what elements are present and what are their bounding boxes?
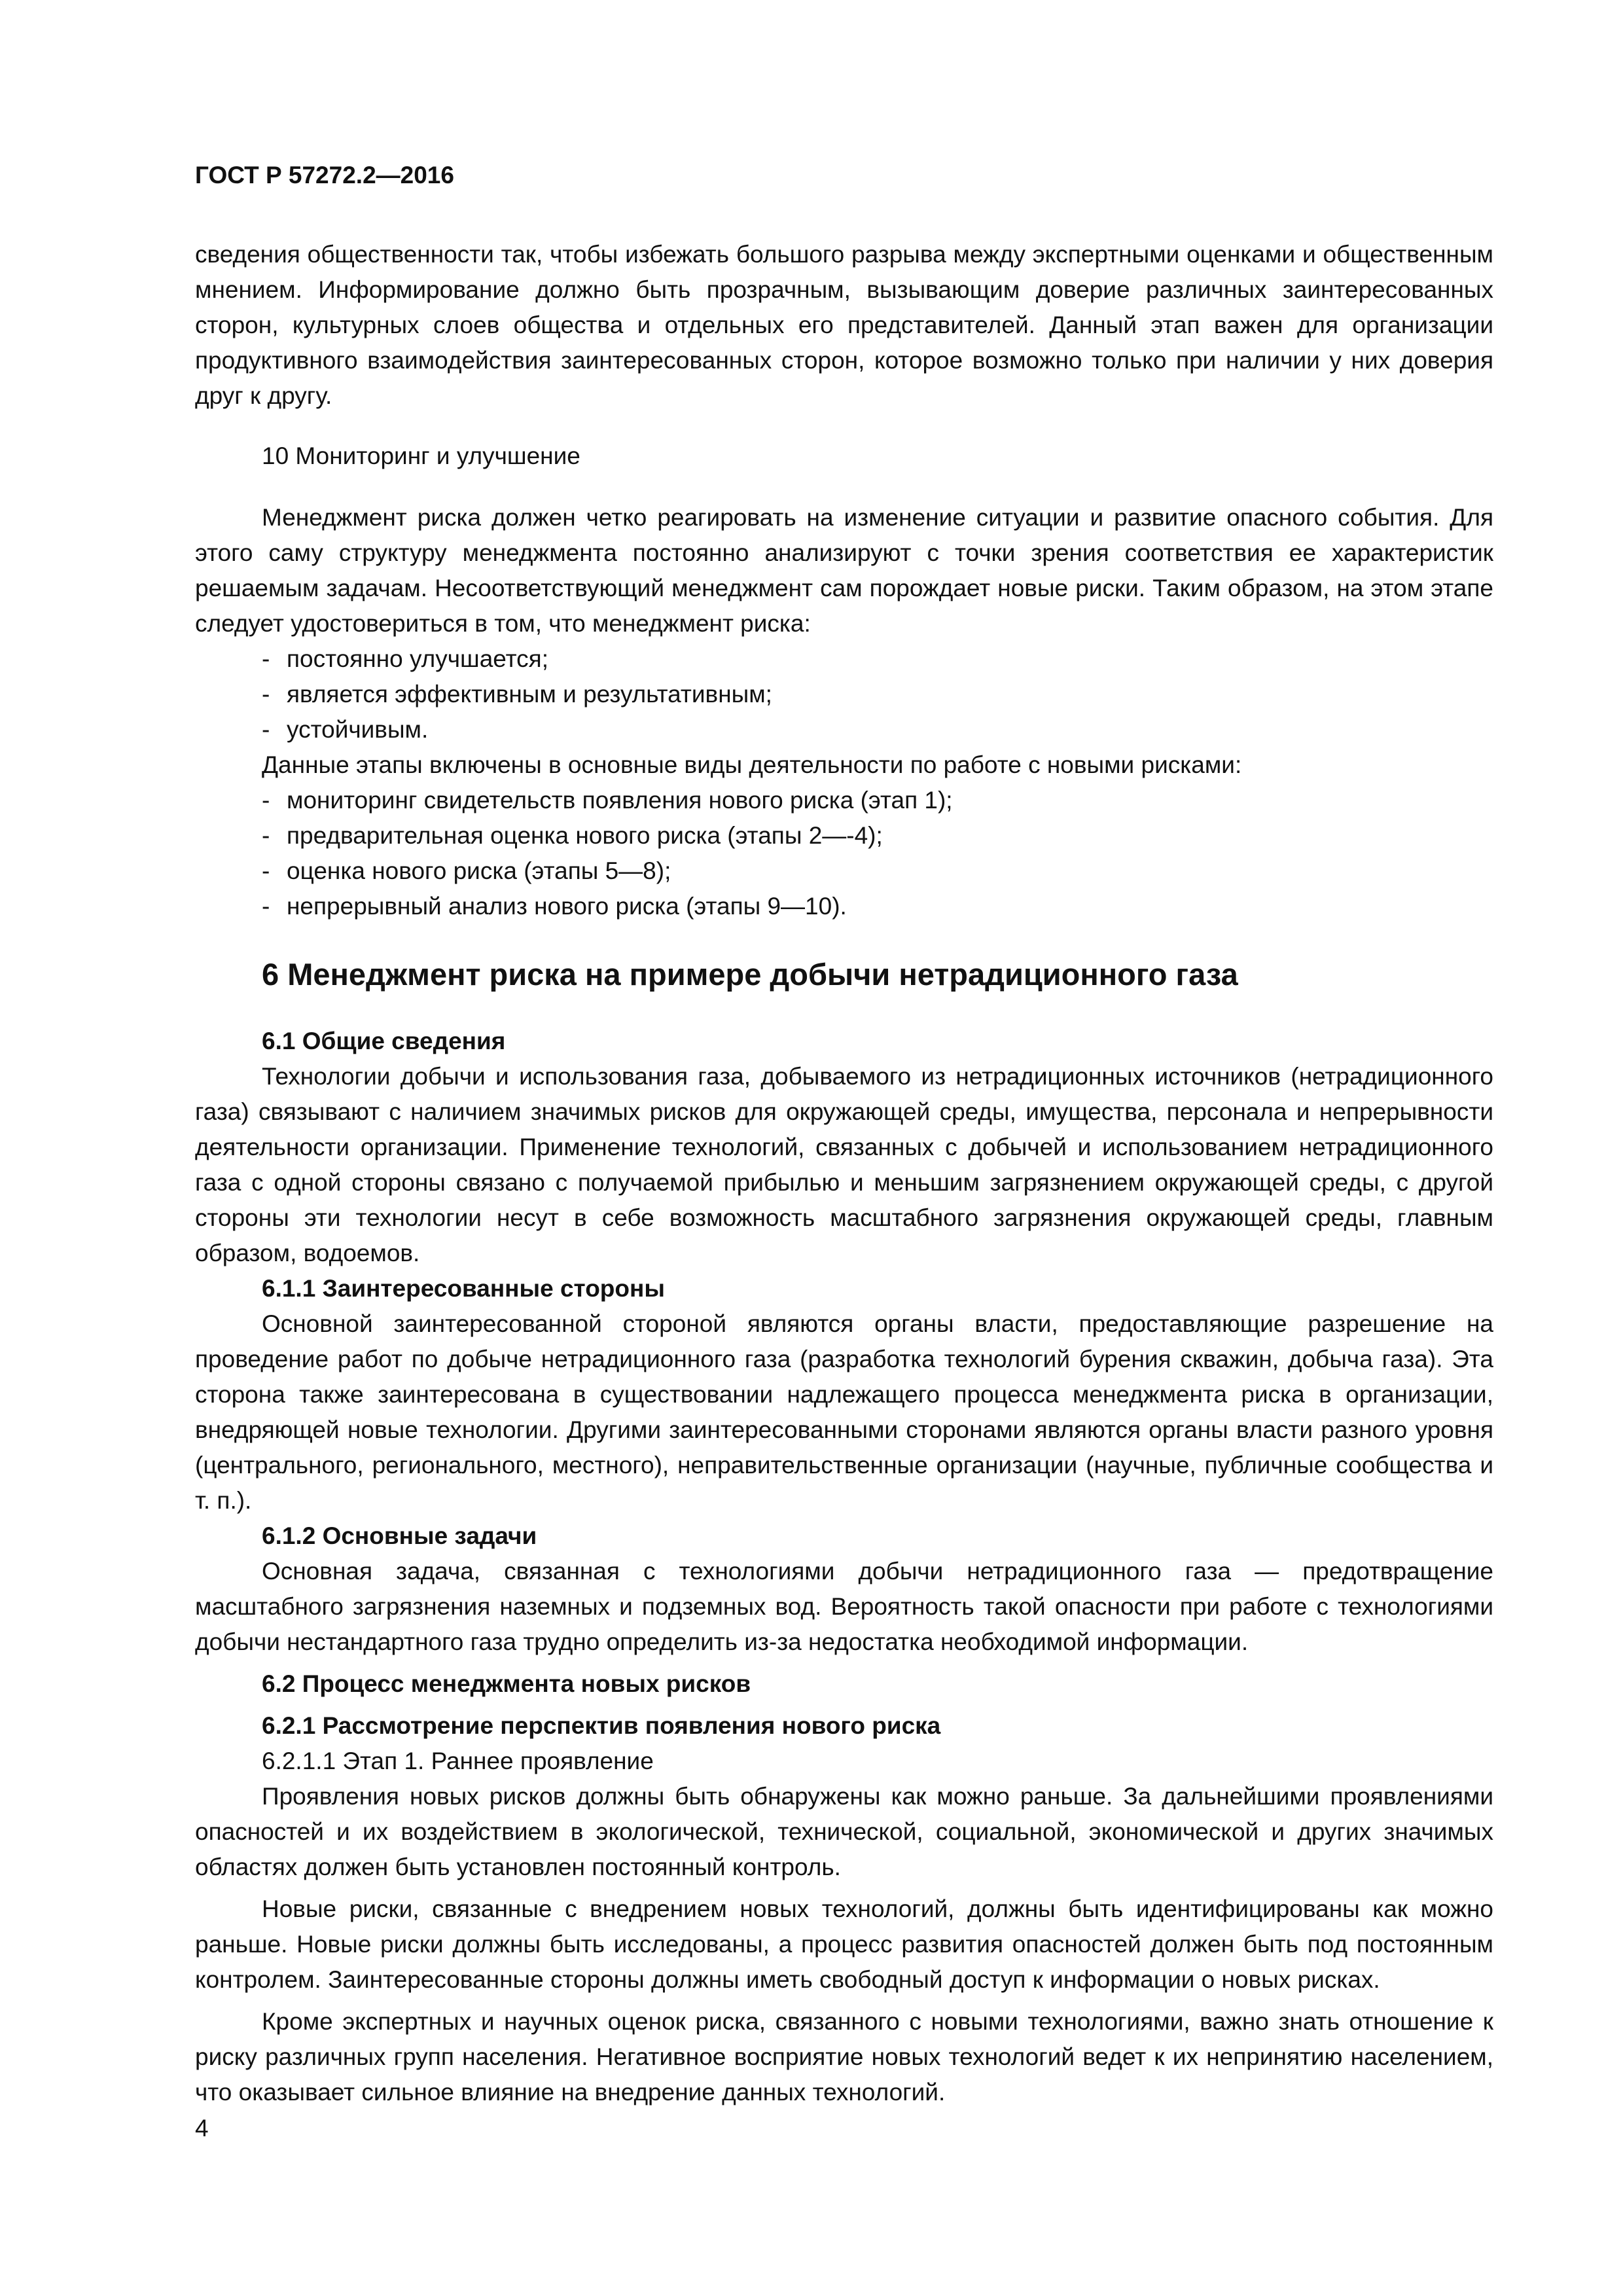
section62-title: 6.2 Процесс менеджмента новых рисков [262, 1670, 751, 1697]
step10-list2-intro: Данные этапы включены в основные виды деятельности по работе с новыми рисками: [262, 751, 1242, 778]
list-item: - оценка нового риска (этапы 5—8); [262, 857, 671, 884]
page-content [195, 161, 1493, 2110]
step10-heading: 10 Мониторинг и улучшение [262, 442, 580, 469]
section612-text: Основная задача, связанная с технологиями добычи нетрадиционного газа — предотвращение масштабного загрязнения наземных и подземных вод. Вероятность такой опасности при работе с технологиями добычи нестандартного газа трудно определить из-за недостатка необходимой информации. [195, 1558, 1493, 1655]
list-item: - устойчивым. [262, 716, 429, 743]
step10-paragraph: Менеджмент риска должен четко реагировать на изменение ситуации и развитие опасного события. Для этого саму структуру менеджмента постоянно анализируют с точки зрения соответствия ее характеристик решаемым задачам. Несоответствующий менеджмент сам порождает новые риски. Таким образом, на этом этапе следует удостовериться в том, что менеджмент риска: [195, 504, 1493, 637]
intro-paragraph: сведения общественности так, чтобы избежать большого разрыва между экспертными оценками и общественным мнением. Информирование должно быть прозрачным, вызывающим доверие различных заинтересованных сторон, культурных слоев общества и отдельных его представителей. Данный этап важен для организации продуктивного взаимодействия заинтересованных сторон, которое возможно только при наличии у них доверия друг к другу. [195, 241, 1493, 409]
step10-list [195, 641, 1493, 747]
section612-title: 6.1.2 Основные задачи [262, 1522, 537, 1549]
list-item: - постоянно улучшается; [262, 645, 548, 672]
section621-title: 6.2.1 Рассмотрение перспектив появления нового риска [262, 1712, 941, 1739]
section611-title: 6.1.1 Заинтересованные стороны [262, 1275, 665, 1302]
section6211-paragraph-3: Кроме экспертных и научных оценок риска, связанного с новыми технологиями, важно знать отношение к риску различных групп населения. Негативное восприятие новых технологий ведет к их непринятию населением, что оказывает сильное влияние на внедрение данных технологий. [195, 2008, 1493, 2106]
document-id: ГОСТ Р 57272.2—2016 [195, 162, 454, 188]
list-item: - предварительная оценка нового риска (этапы 2—-4); [262, 822, 883, 849]
list-item: - мониторинг свидетельств появления нового риска (этап 1); [262, 787, 953, 814]
section6211-paragraph-1: Проявления новых рисков должны быть обнаружены как можно раньше. За дальнейшими проявлениями опасностей и их воздействием в экологической, технической, социальной, экономической и других значимых областях должен быть установлен постоянный контроль. [195, 1783, 1493, 1880]
section6-title: 6 Менеджмент риска на примере добычи нетрадиционного газа [262, 957, 1238, 992]
list-item: - непрерывный анализ нового риска (этапы 9—10). [262, 893, 847, 920]
section6211-title: 6.2.1.1 Этап 1. Раннее проявление [262, 1748, 654, 1774]
section611-text: Основной заинтересованной стороной являются органы власти, предоставляющие разрешение на проведение работ по добыче нетрадиционного газа (разработка технологий бурения скважин, добыча газа). Эта сторона также заинтересована в существовании надлежащего процесса менеджмента риска в организации, внедряющей новые технологии. Другими заинтересованными сторонами являются органы власти разного уровня (центрального, регионального, местного), неправительственные организации (научные, публичные сообщества и т. п.). [195, 1310, 1493, 1514]
section6211-paragraph-2: Новые риски, связанные с внедрением новых технологий, должны быть идентифицированы как можно раньше. Новые риски должны быть исследованы, а процесс развития опасностей должен быть под постоянным контролем. Заинтересованные стороны должны иметь свободный доступ к информации о новых рисках. [195, 1895, 1493, 1993]
list-item: - является эффективным и результативным; [262, 681, 772, 708]
page-number: 4 [195, 2115, 209, 2142]
section61-text: Технологии добычи и использования газа, добываемого из нетрадиционных источников (нетрадиционного газа) связывают с наличием значимых рисков для окружающей среды, имущества, персонала и непрерывности деятельности организации. Применение технологий, связанных с добычей и использованием нетрадиционного газа с одной стороны связано с получаемой прибылью и меньшим загрязнением окружающей среды, с другой стороны эти технологии несут в себе возможность масштабного загрязнения окружающей среды, главным образом, водоемов. [195, 1063, 1493, 1266]
section61-title: 6.1 Общие сведения [262, 1028, 506, 1054]
activity-list [195, 783, 1493, 924]
